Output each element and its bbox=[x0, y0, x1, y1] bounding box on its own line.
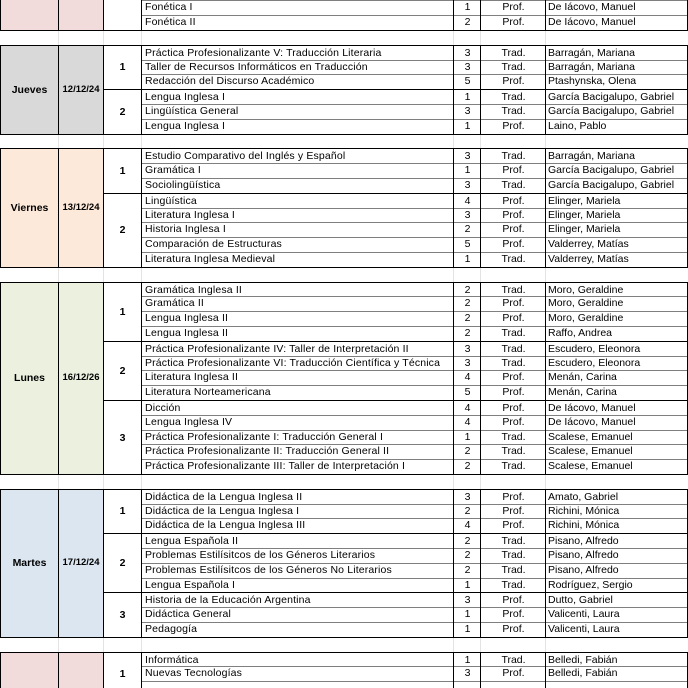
year-cell[interactable]: 1 bbox=[453, 607, 481, 623]
career-cell[interactable]: Prof. bbox=[480, 74, 546, 90]
day-label: Lunes bbox=[0, 282, 59, 475]
subject-cell[interactable]: Literatura Inglesa Medieval bbox=[141, 252, 454, 268]
subject-cell[interactable]: Práctica Profesionalizante VI: Traducción Científica y Técnica bbox=[141, 356, 454, 372]
career-cell[interactable]: Trad. bbox=[480, 282, 546, 298]
year-cell[interactable]: 3 bbox=[453, 341, 481, 357]
teacher-cell[interactable]: Moro, Geraldine bbox=[545, 296, 688, 312]
slot-number: 1 bbox=[103, 45, 142, 90]
career-cell[interactable]: Prof. bbox=[480, 15, 546, 31]
subject-cell[interactable]: Lengua Inglesa I bbox=[141, 89, 454, 105]
teacher-cell[interactable]: Raffo, Andrea bbox=[545, 326, 688, 342]
career-cell[interactable]: Trad. bbox=[480, 652, 546, 668]
year-cell[interactable]: 4 bbox=[453, 518, 481, 534]
year-cell[interactable]: 2 bbox=[453, 15, 481, 31]
year-cell[interactable]: 1 bbox=[453, 622, 481, 638]
teacher-cell[interactable]: Rodríguez, Sergio bbox=[545, 578, 688, 594]
teacher-cell[interactable]: Valicenti, Laura bbox=[545, 607, 688, 623]
subject-cell[interactable]: Fonética I bbox=[141, 0, 454, 16]
career-cell[interactable]: Trad. bbox=[480, 178, 546, 194]
day-label bbox=[0, 652, 59, 688]
career-cell[interactable]: Trad. bbox=[480, 444, 546, 460]
year-cell[interactable]: 1 bbox=[453, 89, 481, 105]
slot-number: 2 bbox=[103, 89, 142, 134]
subject-cell[interactable]: Comparación de Estructuras bbox=[141, 237, 454, 253]
career-cell[interactable]: Trad. bbox=[480, 326, 546, 342]
subject-cell[interactable]: Didáctica de la Lengua Inglesa I bbox=[141, 504, 454, 520]
year-cell[interactable]: 4 bbox=[453, 370, 481, 386]
subject-cell[interactable]: Fonética II bbox=[141, 15, 454, 31]
teacher-cell[interactable]: Pisano, Alfredo bbox=[545, 533, 688, 549]
year-cell[interactable]: 2 bbox=[453, 222, 481, 238]
teacher-cell[interactable]: Moro, Geraldine bbox=[545, 311, 688, 327]
year-cell[interactable]: 1 bbox=[453, 652, 481, 668]
subject-cell[interactable]: Didáctica General bbox=[141, 607, 454, 623]
teacher-cell[interactable]: Richini, Mónica bbox=[545, 518, 688, 534]
year-cell[interactable]: 3 bbox=[453, 45, 481, 61]
teacher-cell[interactable] bbox=[545, 681, 688, 688]
subject-cell[interactable]: Literatura Inglesa II bbox=[141, 370, 454, 386]
day-label: Jueves bbox=[0, 45, 59, 135]
subject-cell[interactable]: Historia de la Educación Argentina bbox=[141, 592, 454, 608]
day-label: Viernes bbox=[0, 148, 59, 267]
career-cell[interactable]: Prof. bbox=[480, 607, 546, 623]
teacher-cell[interactable]: Richini, Mónica bbox=[545, 504, 688, 520]
day-label bbox=[0, 0, 59, 31]
career-cell[interactable]: Trad. bbox=[480, 563, 546, 579]
career-cell[interactable]: Trad. bbox=[480, 356, 546, 372]
slot-number: 2 bbox=[103, 533, 142, 593]
subject-cell[interactable]: Lingüística General bbox=[141, 104, 454, 120]
year-cell[interactable]: 2 bbox=[453, 326, 481, 342]
slot-number: 2 bbox=[103, 193, 142, 268]
teacher-cell[interactable]: García Bacigalupo, Gabriel bbox=[545, 163, 688, 179]
career-cell[interactable]: Trad. bbox=[480, 104, 546, 120]
career-cell[interactable]: Prof. bbox=[480, 385, 546, 401]
subject-cell[interactable]: Lengua Inglesa II bbox=[141, 311, 454, 327]
subject-cell[interactable]: Didáctica de la Lengua Inglesa III bbox=[141, 518, 454, 534]
subject-cell[interactable]: Taller de Recursos Informáticos en Traducción bbox=[141, 60, 454, 76]
career-cell[interactable]: Prof. bbox=[480, 119, 546, 135]
year-cell[interactable]: 3 bbox=[453, 104, 481, 120]
teacher-cell[interactable]: Valderrey, Matías bbox=[545, 237, 688, 253]
career-cell[interactable]: Prof. bbox=[480, 415, 546, 431]
subject-cell[interactable]: Práctica Profesionalizante III: Taller de Interpretación I bbox=[141, 459, 454, 475]
subject-cell[interactable]: Práctica Profesionalizante V: Traducción Literaria bbox=[141, 45, 454, 61]
subject-cell[interactable]: Informática bbox=[141, 652, 454, 668]
date-label bbox=[58, 0, 104, 31]
career-cell[interactable]: Prof. bbox=[480, 504, 546, 520]
year-cell[interactable]: 4 bbox=[453, 193, 481, 209]
year-cell[interactable]: 5 bbox=[453, 74, 481, 90]
subject-cell[interactable]: Literatura Norteamericana bbox=[141, 385, 454, 401]
year-cell[interactable]: 5 bbox=[453, 237, 481, 253]
teacher-cell[interactable]: Valicenti, Laura bbox=[545, 622, 688, 638]
teacher-cell[interactable]: Pisano, Alfredo bbox=[545, 563, 688, 579]
year-cell[interactable]: 1 bbox=[453, 119, 481, 135]
year-cell[interactable]: 4 bbox=[453, 400, 481, 416]
teacher-cell[interactable]: García Bacigalupo, Gabriel bbox=[545, 104, 688, 120]
subject-cell[interactable]: Gramática Inglesa II bbox=[141, 282, 454, 298]
teacher-cell[interactable]: Menán, Carina bbox=[545, 385, 688, 401]
teacher-cell[interactable]: Scalese, Emanuel bbox=[545, 444, 688, 460]
subject-cell[interactable] bbox=[141, 681, 454, 688]
teacher-cell[interactable]: Dutto, Gabriel bbox=[545, 592, 688, 608]
year-cell[interactable]: 3 bbox=[453, 489, 481, 505]
career-cell[interactable]: Prof. bbox=[480, 592, 546, 608]
teacher-cell[interactable]: Elinger, Mariela bbox=[545, 208, 688, 224]
year-cell[interactable]: 4 bbox=[453, 415, 481, 431]
teacher-cell[interactable]: Barragán, Mariana bbox=[545, 60, 688, 76]
teacher-cell[interactable]: Escudero, Eleonora bbox=[545, 341, 688, 357]
teacher-cell[interactable]: Elinger, Mariela bbox=[545, 222, 688, 238]
teacher-cell[interactable]: Pisano, Alfredo bbox=[545, 548, 688, 564]
year-cell[interactable]: 2 bbox=[453, 548, 481, 564]
subject-cell[interactable]: Historia Inglesa I bbox=[141, 222, 454, 238]
career-cell[interactable]: Trad. bbox=[480, 533, 546, 549]
year-cell[interactable]: 3 bbox=[453, 356, 481, 372]
year-cell[interactable]: 3 bbox=[453, 592, 481, 608]
teacher-cell[interactable]: Scalese, Emanuel bbox=[545, 430, 688, 446]
year-cell[interactable]: 2 bbox=[453, 504, 481, 520]
subject-cell[interactable]: Dicción bbox=[141, 400, 454, 416]
career-cell[interactable]: Prof. bbox=[480, 400, 546, 416]
teacher-cell[interactable]: Scalese, Emanuel bbox=[545, 459, 688, 475]
teacher-cell[interactable]: Barragán, Mariana bbox=[545, 148, 688, 164]
subject-cell[interactable]: Práctica Profesionalizante IV: Taller de Interpretación II bbox=[141, 341, 454, 357]
year-cell[interactable]: 2 bbox=[453, 533, 481, 549]
subject-cell[interactable]: Lengua Española II bbox=[141, 533, 454, 549]
teacher-cell[interactable]: De Iácovo, Manuel bbox=[545, 0, 688, 16]
year-cell[interactable]: 1 bbox=[453, 163, 481, 179]
slot-number: 3 bbox=[103, 592, 142, 637]
subject-cell[interactable]: Problemas Estilísitcos de los Géneros No Literarios bbox=[141, 563, 454, 579]
subject-cell[interactable]: Lingüística bbox=[141, 193, 454, 209]
year-cell[interactable]: 5 bbox=[453, 385, 481, 401]
teacher-cell[interactable]: Belledi, Fabián bbox=[545, 652, 688, 668]
year-cell[interactable]: 2 bbox=[453, 311, 481, 327]
year-cell[interactable]: 2 bbox=[453, 296, 481, 312]
career-cell[interactable]: Trad. bbox=[480, 89, 546, 105]
subject-cell[interactable]: Estudio Comparativo del Inglés y Español bbox=[141, 148, 454, 164]
slot-number: 1 bbox=[103, 148, 142, 193]
career-cell[interactable]: Prof. bbox=[480, 296, 546, 312]
teacher-cell[interactable]: Belledi, Fabián bbox=[545, 666, 688, 682]
year-cell[interactable]: 2 bbox=[453, 563, 481, 579]
date-label: 17/12/24 bbox=[58, 489, 104, 638]
teacher-cell[interactable]: Barragán, Mariana bbox=[545, 45, 688, 61]
career-cell[interactable]: Trad. bbox=[480, 548, 546, 564]
career-cell[interactable]: Trad. bbox=[480, 148, 546, 164]
career-cell[interactable]: Prof. bbox=[480, 489, 546, 505]
subject-cell[interactable]: Didáctica de la Lengua Inglesa II bbox=[141, 489, 454, 505]
date-label: 16/12/26 bbox=[58, 282, 104, 475]
career-cell[interactable]: Trad. bbox=[480, 60, 546, 76]
year-cell[interactable]: 1 bbox=[453, 578, 481, 594]
career-cell[interactable]: Prof. bbox=[480, 193, 546, 209]
teacher-cell[interactable]: De Iácovo, Manuel bbox=[545, 400, 688, 416]
teacher-cell[interactable]: García Bacigalupo, Gabriel bbox=[545, 89, 688, 105]
career-cell[interactable]: Trad. bbox=[480, 459, 546, 475]
subject-cell[interactable]: Lengua Inglesa II bbox=[141, 326, 454, 342]
teacher-cell[interactable]: Valderrey, Matías bbox=[545, 252, 688, 268]
career-cell[interactable]: Prof. bbox=[480, 311, 546, 327]
subject-cell[interactable]: Práctica Profesionalizante I: Traducción General I bbox=[141, 430, 454, 446]
career-cell[interactable]: Trad. bbox=[480, 45, 546, 61]
career-cell[interactable]: Trad. bbox=[480, 252, 546, 268]
subject-cell[interactable]: Problemas Estilísitcos de los Géneros Literarios bbox=[141, 548, 454, 564]
career-cell[interactable]: Prof. bbox=[480, 666, 546, 682]
slot-number: 1 bbox=[103, 489, 142, 534]
subject-cell[interactable]: Redacción del Discurso Académico bbox=[141, 74, 454, 90]
year-cell[interactable]: 3 bbox=[453, 178, 481, 194]
subject-cell[interactable]: Lengua Inglesa IV bbox=[141, 415, 454, 431]
subject-cell[interactable]: Pedagogía bbox=[141, 622, 454, 638]
subject-cell[interactable]: Gramática II bbox=[141, 296, 454, 312]
date-label bbox=[58, 652, 104, 688]
slot-number: 3 bbox=[103, 400, 142, 475]
subject-cell[interactable]: Nuevas Tecnologías bbox=[141, 666, 454, 682]
date-label: 12/12/24 bbox=[58, 45, 104, 135]
teacher-cell[interactable]: Escudero, Eleonora bbox=[545, 356, 688, 372]
career-cell[interactable]: Prof. bbox=[480, 622, 546, 638]
career-cell[interactable]: Prof. bbox=[480, 208, 546, 224]
subject-cell[interactable]: Lengua Inglesa I bbox=[141, 119, 454, 135]
year-cell[interactable]: 1 bbox=[453, 430, 481, 446]
teacher-cell[interactable]: Elinger, Mariela bbox=[545, 193, 688, 209]
year-cell[interactable] bbox=[453, 681, 481, 688]
year-cell[interactable]: 2 bbox=[453, 459, 481, 475]
teacher-cell[interactable]: Moro, Geraldine bbox=[545, 282, 688, 298]
subject-cell[interactable]: Literatura Inglesa I bbox=[141, 208, 454, 224]
subject-cell[interactable]: Lengua Española I bbox=[141, 578, 454, 594]
career-cell[interactable]: Prof. bbox=[480, 222, 546, 238]
career-cell[interactable]: Trad. bbox=[480, 341, 546, 357]
teacher-cell[interactable]: De Iácovo, Manuel bbox=[545, 15, 688, 31]
year-cell[interactable]: 3 bbox=[453, 208, 481, 224]
subject-cell[interactable]: Práctica Profesionalizante II: Traducción General II bbox=[141, 444, 454, 460]
date-label: 13/12/24 bbox=[58, 148, 104, 267]
slot-number: 1 bbox=[103, 282, 142, 342]
year-cell[interactable]: 3 bbox=[453, 666, 481, 682]
career-cell[interactable]: Prof. bbox=[480, 0, 546, 16]
year-cell[interactable]: 2 bbox=[453, 444, 481, 460]
slot-number bbox=[103, 0, 142, 31]
slot-number: 1 bbox=[103, 652, 142, 688]
career-cell[interactable] bbox=[480, 681, 546, 688]
teacher-cell[interactable]: Laino, Pablo bbox=[545, 119, 688, 135]
career-cell[interactable]: Prof. bbox=[480, 518, 546, 534]
subject-cell[interactable]: Gramática I bbox=[141, 163, 454, 179]
teacher-cell[interactable]: Menán, Carina bbox=[545, 370, 688, 386]
year-cell[interactable]: 1 bbox=[453, 0, 481, 16]
subject-cell[interactable]: Sociolingüística bbox=[141, 178, 454, 194]
career-cell[interactable]: Prof. bbox=[480, 370, 546, 386]
career-cell[interactable]: Prof. bbox=[480, 163, 546, 179]
year-cell[interactable]: 3 bbox=[453, 60, 481, 76]
teacher-cell[interactable]: Ptashynska, Olena bbox=[545, 74, 688, 90]
year-cell[interactable]: 1 bbox=[453, 252, 481, 268]
career-cell[interactable]: Trad. bbox=[480, 430, 546, 446]
year-cell[interactable]: 3 bbox=[453, 148, 481, 164]
teacher-cell[interactable]: García Bacigalupo, Gabriel bbox=[545, 178, 688, 194]
teacher-cell[interactable]: De Iácovo, Manuel bbox=[545, 415, 688, 431]
day-label: Martes bbox=[0, 489, 59, 638]
teacher-cell[interactable]: Amato, Gabriel bbox=[545, 489, 688, 505]
slot-number: 2 bbox=[103, 341, 142, 401]
career-cell[interactable]: Trad. bbox=[480, 578, 546, 594]
year-cell[interactable]: 2 bbox=[453, 282, 481, 298]
career-cell[interactable]: Prof. bbox=[480, 237, 546, 253]
